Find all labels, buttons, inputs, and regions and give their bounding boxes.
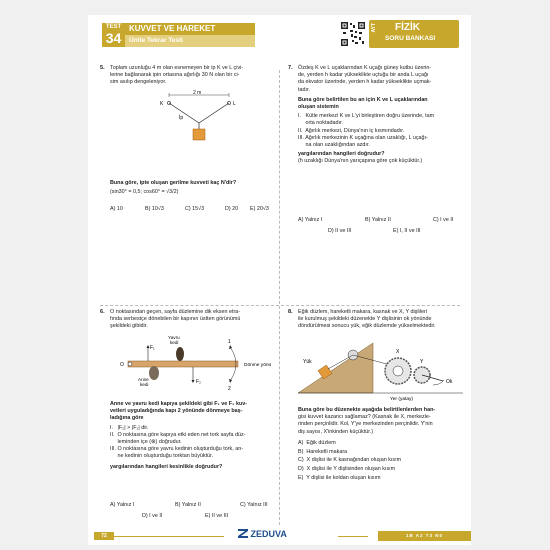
- question-hint: (sin30° = 0,5; cos60° = √3/2): [110, 189, 179, 195]
- option-e[interactable]: E) II ve III: [205, 513, 229, 519]
- brand-badge: [369, 20, 459, 48]
- publisher-logo: [238, 529, 287, 539]
- question-prompt-line: gisi kuvvet kazancı sağlamaz? (Kasnak ile X, merkezle-: [298, 414, 431, 421]
- question-text-line: döndürülmesi sonucu yük, eğik düzlemde yükselmektedir.: [298, 323, 436, 330]
- question-number: 6.: [100, 309, 105, 315]
- question-text-line: lerine bağlanarak ipin ortasına ağırlığı 30 N olan bir ci-: [110, 72, 240, 79]
- qr-code-icon[interactable]: [340, 21, 366, 47]
- option-a[interactable]: A) Yalnız I: [298, 217, 323, 223]
- statement-line: II. O noktasına göre kapıya etki eden net tork sayfa düz-: [110, 431, 246, 438]
- statement-line: I. |F₂| > |F₁| dir.: [110, 424, 149, 431]
- question-text-line: fında serbestçe dönebilen bir kapının üstten görünümü: [110, 316, 241, 323]
- brand-subject: FİZİK: [395, 22, 420, 33]
- question-prompt-line: diş sayısı, X'inkinden küçüktür.): [298, 428, 374, 435]
- test-label: TEST: [105, 24, 122, 30]
- question-text-line: Eğik düzlem, hareketli makara, kasnak ve X, Y dişlileri: [298, 309, 427, 315]
- test-number: 34: [105, 30, 122, 46]
- force-f1-label: F₁: [150, 345, 155, 351]
- question-text-line: Özdeş K ve L uçaklarından K uçağı güney kutbu üzerin-: [298, 65, 432, 71]
- question-prompt-line: ladığına göre: [110, 415, 144, 422]
- question-note: (h uzaklığı Dünya'nın yarıçapına göre çok küçüktür.): [298, 158, 423, 165]
- rotation-label: Dönme yönü: [244, 363, 272, 368]
- option-b[interactable]: B) Yalnız II: [175, 502, 201, 508]
- unit-subtitle: Ünite Tekrar Testi: [125, 35, 255, 47]
- publisher-name: ZEDUVA: [250, 529, 287, 539]
- statement-line: III. Ağırlık merkezinin K uçağına olan uzaklığı, L uçağı-: [298, 134, 428, 141]
- machine-figure: [298, 333, 463, 403]
- statement-line: leminden içe (⊗) doğrudur.: [110, 439, 182, 446]
- statement-line: III. O noktasına göre yavru kedinin oluşturduğu tork, an-: [110, 446, 244, 453]
- force-f2-label: F₂: [196, 379, 201, 385]
- ground-label: Yer (yatay): [390, 397, 414, 402]
- worksheet-page: [88, 15, 471, 545]
- question-text-line: tadır.: [298, 86, 310, 93]
- question-text-line: ile kurulmuş şekildeki düzenekte Y dişlisinin ok yönünde: [298, 316, 432, 323]
- option-a[interactable]: A) Yalnız I: [110, 502, 135, 508]
- statement-line: I. Kütle merkezi K ve L'yi birleştiren doğru üzerinde, tam: [298, 113, 435, 120]
- statement-line: na olan uzaklığından azdır.: [298, 142, 370, 149]
- question-text-line: Toplam uzunluğu 4 m olan esnemeyen bir ip K ve L çivi-: [110, 65, 244, 71]
- question-text-line: sim asılıp dengeleniyor.: [110, 79, 167, 86]
- question-prompt: Buna göre, ipte oluşan gerilme kuvveti kaç N'dir?: [110, 180, 237, 186]
- option-b[interactable]: B) 10√3: [145, 206, 164, 212]
- question-text-line: O noktasından geçen, sayfa düzlemine dik eksen etra-: [110, 309, 241, 315]
- option-d[interactable]: D) X dişlisi ile Y dişlisinden oluşan kısım: [298, 465, 396, 472]
- page-header: [88, 15, 471, 54]
- direction-1-label: 1: [228, 339, 231, 345]
- question-ask: yargılarından hangileri kesinlikle doğrudur?: [110, 463, 223, 470]
- option-b[interactable]: B) Yalnız II: [365, 217, 391, 223]
- option-a[interactable]: A) 10: [110, 206, 123, 212]
- question-prompt-line: Buna göre belirtilen bu an için K ve L uçaklarından: [298, 96, 428, 103]
- option-e[interactable]: E) Y dişlisi ile koldan oluşan kısım: [298, 474, 381, 481]
- question-prompt-line: oluşan sistemin: [298, 104, 339, 111]
- pivot-label: O: [120, 362, 124, 368]
- question-number: 5.: [100, 65, 105, 71]
- footer-rule: [338, 536, 368, 537]
- answer-key-strip: 1B A2 T3 N0: [378, 531, 471, 541]
- load-label: Yük: [303, 359, 312, 365]
- gear-x-label: X: [396, 349, 400, 355]
- kitten-label: Yavru: [168, 335, 180, 340]
- statement-line: ne kedinin oluşturduğu torktan büyüktür.: [110, 453, 214, 460]
- row-divider: [100, 305, 460, 306]
- question-ask: yargılarından hangileri doğrudur?: [298, 151, 385, 158]
- question-number: 7.: [288, 65, 293, 71]
- question-prompt-line: rinden perçinlidir. Kol, Y'ye merkezinden perçinlidir. Y'nin: [298, 421, 433, 428]
- door-figure: [118, 333, 272, 395]
- question-prompt-line: Anne ve yavru kedi kapıya şekildeki gibi F₁ ve F₂ kuv-: [110, 401, 248, 407]
- question-prompt-line: vetleri uyguladığında kapı 2 yönünde dönmeye baş-: [110, 408, 243, 415]
- footer-rule: [114, 536, 224, 537]
- unit-title: KUVVET VE HAREKET: [125, 23, 255, 35]
- question-prompt-line: Buna göre bu düzenekte aşağıda belirtilenlerden han-: [298, 407, 436, 413]
- option-d[interactable]: D) 20: [225, 206, 239, 212]
- option-e[interactable]: E) I, II ve III: [393, 228, 421, 234]
- option-d[interactable]: D) I ve II: [142, 513, 163, 519]
- option-c[interactable]: C) I ve II: [433, 217, 454, 223]
- question-number: 8.: [288, 309, 293, 315]
- point-l-label: L: [233, 101, 236, 107]
- arrow-label: Ok: [446, 379, 453, 385]
- rope-figure: [155, 91, 245, 145]
- option-c[interactable]: C) 15√3: [185, 206, 205, 212]
- statement-line: orta noktadadır.: [298, 120, 343, 127]
- test-number-tab: [102, 23, 125, 47]
- question-text-line: de, yerden h kadar yükseklikte uçtuğu bir anda L uçağı: [298, 72, 429, 79]
- option-e[interactable]: E) 20√3: [250, 206, 269, 212]
- question-text-line: şekildeki gibidir.: [110, 323, 148, 330]
- width-label: 2 m: [193, 90, 202, 96]
- option-b[interactable]: B) Hareketli makara: [298, 448, 348, 455]
- mother-label: Anne: [138, 377, 149, 382]
- gear-y-label: Y: [420, 359, 424, 365]
- direction-2-label: 2: [228, 386, 231, 392]
- kitten-label: kedi: [170, 340, 179, 345]
- option-d[interactable]: D) II ve III: [328, 228, 352, 234]
- option-c[interactable]: C) X dişlisi ile K kasnağından oluşan kısım: [298, 457, 402, 464]
- brand-side-label: AYT: [371, 23, 377, 33]
- brand-series: SORU BANKASI: [385, 35, 436, 42]
- option-a[interactable]: A) Eğik düzlem: [298, 439, 336, 446]
- page-number: 72: [94, 532, 114, 540]
- publisher-logo-icon: [238, 529, 248, 538]
- option-c[interactable]: C) Yalnız III: [240, 502, 268, 508]
- statement-line: II. Ağırlık merkezi, Dünya'nın iç kısmındadır.: [298, 127, 405, 134]
- point-k-label: K: [160, 101, 164, 107]
- rope-label: İp: [179, 115, 184, 121]
- question-text-line: da ekvator üzerinde, yerden h kadar yükseklikte uçmak-: [298, 79, 432, 86]
- mother-label: kedi: [140, 382, 149, 387]
